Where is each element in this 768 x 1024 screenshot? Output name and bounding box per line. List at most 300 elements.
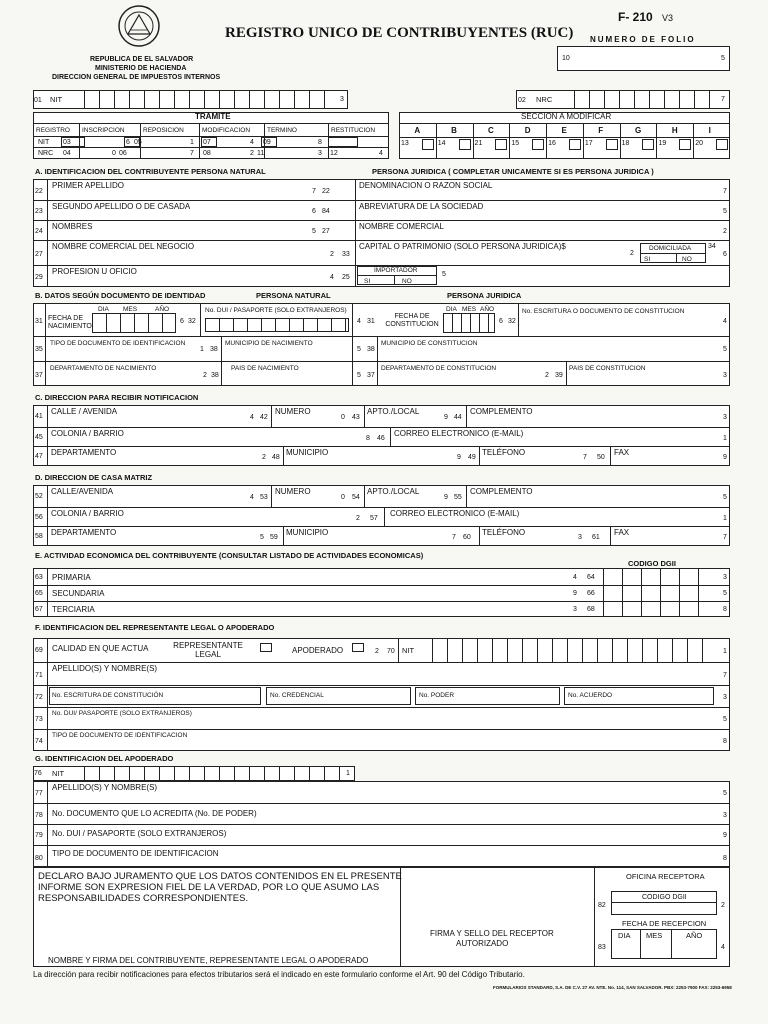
municipio-label: MUNICIPIO — [286, 448, 329, 457]
tramite-checkbox[interactable] — [201, 137, 217, 147]
org-republica: REPUBLICA DE EL SALVADOR — [90, 56, 194, 63]
firma-receptor-label: FIRMA Y SELLO DEL RECEPTOR — [430, 929, 554, 938]
nrc-code: 11 — [257, 150, 265, 157]
nit-label: NIT — [50, 95, 63, 104]
nit-code: NIT — [38, 139, 50, 146]
representante-checkbox[interactable] — [260, 643, 272, 652]
tramite-checkbox[interactable] — [328, 137, 358, 147]
numero-label: NUMERO — [275, 487, 311, 496]
field-code: 1 — [200, 346, 204, 353]
nit-code: 4 — [250, 139, 254, 146]
field-code: 55 — [454, 494, 462, 501]
acuerdo-label: No. ACUERDO — [568, 692, 613, 699]
importador-no-option[interactable]: NO — [402, 278, 412, 285]
column-divider — [47, 568, 48, 585]
field-code: 4 — [250, 414, 254, 421]
tipo-doc-label: TIPO DE DOCUMENTO DE IDENTIFICACION — [52, 732, 188, 739]
credencial-label: No. CREDENCIAL — [270, 692, 324, 699]
nit-code: 09 — [263, 139, 271, 146]
field-code: 38 — [367, 346, 375, 353]
field-code: 5 — [357, 346, 361, 353]
nrc-code: 2 — [250, 150, 254, 157]
row-code: 01 — [34, 97, 42, 104]
natural-field-24[interactable] — [47, 221, 315, 239]
tramite-col-1: INSCRIPCION — [82, 127, 125, 134]
field-code: 4 — [723, 318, 727, 325]
nrc-code: 4 — [379, 150, 383, 157]
pais-nacimiento-label: PAIS DE NACIMIENTO — [231, 365, 299, 372]
dia-label: DIA — [446, 306, 457, 313]
field-code: 2 — [375, 648, 379, 655]
row-code: 74 — [35, 738, 43, 745]
field-code: 1 — [346, 770, 350, 777]
declaration-line-1: DECLARO BAJO JURAMENTO QUE LOS DATOS CONTENIDOS EN EL PRESENTE — [38, 871, 402, 882]
column-divider — [546, 123, 547, 159]
field-code: 3 — [723, 372, 727, 379]
codigo-dgii-label: CODIGO DGII — [628, 559, 676, 568]
field-code: 2 — [330, 250, 334, 258]
numero-label: NUMERO — [275, 407, 311, 416]
field-code: 9 — [573, 590, 577, 597]
departamento-constitucion-label: DEPARTAMENTO DE CONSTITUCION — [381, 365, 497, 372]
juridica-field-23[interactable] — [357, 201, 717, 219]
row-code: 80 — [35, 855, 43, 862]
seccion-code: 20 — [695, 140, 704, 147]
fecha-constitucion-label: FECHA DE CONSTITUCION — [385, 313, 439, 328]
field-code: 2 — [721, 902, 725, 909]
field-code: 42 — [260, 414, 268, 421]
complemento-label: COMPLEMENTO — [470, 407, 533, 416]
natural-field-23[interactable] — [47, 201, 315, 219]
field-code: 3 — [723, 573, 727, 581]
field-code: 37 — [367, 372, 375, 379]
nrc-code: 0 — [112, 150, 116, 157]
firma-receptor-label-2: AUTORIZADO — [456, 939, 509, 948]
field-code: 3 — [573, 606, 577, 613]
ano-label: AÑO — [686, 931, 703, 940]
seccion-col-f: F — [598, 126, 604, 135]
ano-label: AÑO — [155, 306, 170, 313]
calidad-label: CALIDAD EN QUE ACTUA — [52, 644, 149, 653]
juridica-label: NOMBRE COMERCIAL — [359, 222, 444, 231]
address-field-56[interactable] — [48, 508, 238, 525]
importador-si-option[interactable]: SI — [364, 278, 371, 285]
seccion-checkbox-i[interactable] — [716, 139, 728, 150]
field-code: 34 — [708, 243, 716, 250]
footer-note: La dirección para recibir notificaciones para efectos tributarios será el indicado en este formulario conforme el Art. 90 del Código Tributario. — [33, 970, 525, 979]
field-code: 3 — [578, 534, 582, 541]
form-code: F- 210 — [618, 10, 653, 24]
field-code: 5 — [312, 228, 316, 235]
telefono-label: TELÉFONO — [482, 528, 526, 537]
field-code: 5 — [723, 790, 727, 797]
field-code: 3 — [723, 812, 727, 819]
municipio-nacimiento-label: MUNICIPIO DE NACIMIENTO — [225, 340, 313, 347]
column-divider — [364, 405, 365, 427]
address-label: CALLE/AVENIDA — [51, 487, 114, 496]
row-code: 27 — [35, 250, 43, 258]
seccion-checkbox-b[interactable] — [459, 139, 471, 150]
column-divider — [656, 123, 657, 159]
field-code: 32 — [188, 318, 196, 325]
fax-label: FAX — [614, 448, 630, 457]
nrc-code: 04 — [63, 150, 71, 157]
tramite-col-5: RESTITUCION — [331, 127, 376, 134]
field-code: 5 — [357, 372, 361, 379]
tramite-checkbox[interactable] — [261, 137, 277, 147]
complemento-label: COMPLEMENTO — [470, 487, 533, 496]
printer-info: FORMULARIOS STANDARD, S.A. DE C.V. 27 AV. NTE. No. 114, SAN SALVADOR. PBX: 2253-7900 FAX: 2253-6958 — [493, 985, 732, 990]
fecha-nacimiento-label: FECHA DE NACIMIENTO — [48, 315, 92, 330]
field-code: 38 — [211, 372, 219, 379]
column-divider — [583, 123, 584, 159]
section-f-title: F. IDENTIFICACION DEL REPRESENTANTE LEGAL O APODERADO — [35, 623, 275, 632]
declaration-line-3: RESPONSABILIDADES CORRESPONDIENTES. — [38, 893, 249, 904]
nrc-code: 08 — [203, 150, 211, 157]
seccion-checkbox-d[interactable] — [532, 139, 544, 150]
section-a-juridica-title: PERSONA JURIDICA ( COMPLETAR UNICAMENTE SI ES PERSONA JURIDICA ) — [372, 167, 654, 176]
field-code: 8 — [366, 434, 370, 442]
row-code: 35 — [35, 346, 43, 353]
field-code: 70 — [387, 648, 395, 655]
field-code: 7 — [583, 454, 587, 461]
row-code: 29 — [35, 274, 43, 281]
tramite-col-2: REPOSICION — [143, 127, 184, 134]
field-code: 9 — [723, 832, 727, 839]
column-divider — [283, 526, 284, 546]
field-code: 33 — [342, 250, 350, 258]
nit-code: 05 — [134, 139, 142, 146]
field-code: 2 — [630, 250, 634, 257]
seccion-code: 15 — [511, 140, 520, 147]
field-label: NOMBRES — [52, 222, 93, 231]
mes-label: MES — [646, 931, 663, 940]
juridica-label: ABREVIATURA DE LA SOCIEDAD — [359, 202, 484, 211]
org-direccion: DIRECCION GENERAL DE IMPUESTOS INTERNOS — [52, 74, 221, 81]
actividad-label: PRIMARIA — [52, 572, 91, 582]
field-code: 3 — [723, 414, 727, 421]
apto-label: APTO./LOCAL — [367, 487, 420, 496]
nit-code: 6 — [126, 139, 130, 146]
column-divider — [283, 446, 284, 466]
municipio-constitucion-label: MUNICIPIO DE CONSTITUCION — [381, 340, 478, 347]
address-field-52[interactable] — [48, 486, 238, 506]
apto-label: APTO./LOCAL — [367, 407, 420, 416]
address-field-45[interactable] — [48, 428, 238, 445]
row-code: 37 — [35, 372, 43, 379]
field-code: 60 — [463, 534, 471, 541]
folio-code-right: 5 — [721, 55, 725, 62]
representante-label: REPRESENTANTE LEGAL — [173, 641, 243, 659]
seccion-col-g: G — [635, 126, 642, 135]
field-code: 27 — [322, 228, 330, 235]
column-divider — [47, 585, 48, 601]
field-code: 7 — [452, 534, 456, 541]
field-code: 6 — [180, 318, 184, 325]
escritura-label: No. ESCRITURA O DOCUMENTO DE CONSTITUCION — [522, 308, 685, 315]
field-code: 4 — [250, 494, 254, 501]
tramite-col-3: MODIFICACION — [202, 127, 251, 134]
juridica-field-22[interactable] — [357, 180, 717, 199]
field-code: 0 — [341, 494, 345, 501]
field-code: 7 — [723, 672, 727, 679]
field-code: 8 — [723, 606, 727, 613]
row-code: 78 — [35, 812, 43, 819]
pais-constitucion-label: PAIS DE CONSTITUCION — [569, 365, 646, 372]
field-code: 7 — [723, 534, 727, 541]
field-code: 8 — [723, 855, 727, 862]
natural-field-27[interactable] — [47, 241, 315, 264]
field-code: 4 — [330, 274, 334, 281]
field-code: 5 — [723, 590, 727, 597]
row-code: 22 — [35, 187, 43, 195]
telefono-label: TELÉFONO — [482, 448, 526, 457]
field-code: 83 — [598, 944, 606, 951]
fecha-constitucion-field[interactable] — [443, 313, 495, 333]
fecha-recepcion-label: FECHA DE RECEPCION — [622, 919, 707, 928]
field-code: 9 — [457, 454, 461, 461]
fax-label: FAX — [614, 528, 630, 537]
seccion-col-c: C — [487, 126, 494, 135]
address-label: CALLE / AVENIDA — [51, 407, 118, 416]
nrc-code: NRC — [38, 150, 54, 157]
row-code: 69 — [35, 647, 43, 654]
column-divider — [479, 526, 480, 546]
nrc-code: 3 — [318, 150, 322, 157]
row-code: 47 — [35, 453, 43, 460]
field-code: 84 — [322, 208, 330, 215]
dui-field[interactable] — [205, 318, 349, 332]
tramite-checkbox[interactable] — [124, 137, 140, 147]
field-code: 1 — [723, 648, 727, 655]
column-divider — [509, 123, 510, 159]
column-divider — [466, 485, 467, 507]
si-option[interactable]: SI — [644, 256, 651, 263]
codigo-dgii-label: CODIGO DGII — [642, 894, 687, 901]
field-code: 0 — [341, 414, 345, 421]
field-code: 38 — [210, 346, 218, 353]
apoderado-nit-grid — [70, 766, 340, 781]
actividad-field-63[interactable] — [100, 569, 560, 584]
section-c-title: C. DIRECCION PARA RECIBIR NOTIFICACION — [35, 393, 199, 402]
firma-contribuyente-label: NOMBRE Y FIRMA DEL CONTRIBUYENTE, REPRESENTANTE LEGAL O APODERADO — [48, 956, 369, 965]
nrc-code: 7 — [190, 150, 194, 157]
representante-nit-grid[interactable] — [418, 638, 710, 662]
column-divider — [390, 427, 391, 446]
field-code: 6 — [312, 208, 316, 215]
field-code: 22 — [322, 187, 330, 195]
column-divider — [473, 123, 474, 159]
address-label: DEPARTAMENTO — [51, 528, 117, 537]
tramite-col-4: TERMINO — [267, 127, 297, 134]
address-label: COLONIA / BARRIO — [51, 509, 124, 518]
government-seal-icon — [116, 4, 162, 48]
row-code: 73 — [35, 716, 43, 723]
tramite-checkbox[interactable] — [61, 137, 85, 147]
nrc-digit-grid — [560, 90, 710, 109]
juridica-label: DENOMINACION O RAZON SOCIAL — [359, 181, 493, 190]
row-code: 24 — [35, 228, 43, 235]
field-code: 57 — [370, 514, 378, 522]
dui-label: No. DUI / PASAPORTE (SOLO EXTRANJEROS) — [205, 307, 347, 314]
field-label: PROFESION U OFICIO — [52, 267, 137, 276]
column-divider — [394, 275, 395, 285]
email-label: CORREO ELECTRONICO (E-MAIL) — [394, 429, 524, 438]
seccion-col-a: A — [414, 126, 421, 135]
column-divider — [610, 526, 611, 546]
nit-digit-grid — [70, 90, 335, 109]
section-g-title: G. IDENTIFICACION DEL APODERADO — [35, 754, 174, 763]
oficina-receptora-label: OFICINA RECEPTORA — [626, 872, 705, 881]
row-code: 67 — [35, 606, 43, 613]
seccion-col-d: D — [524, 126, 531, 135]
seccion-checkbox-a[interactable] — [422, 139, 434, 150]
seccion-checkbox-f[interactable] — [606, 139, 618, 150]
field-code: 6 — [499, 318, 503, 325]
row-code: 45 — [35, 433, 43, 441]
row-code: 77 — [35, 790, 43, 797]
seccion-code: 13 — [401, 140, 409, 147]
seccion-code: 17 — [584, 140, 593, 147]
actividad-field-65[interactable] — [100, 586, 560, 600]
field-code: 68 — [587, 606, 595, 613]
column-divider — [676, 253, 677, 263]
row-code: 41 — [35, 413, 43, 420]
column-divider — [364, 485, 365, 507]
dia-label: DIA — [98, 306, 109, 313]
declaration-line-2: INFORME SON EXPRESION FIEL DE LA VERDAD, POR LO QUE ASUMO LAS — [38, 882, 380, 893]
tipo-doc-label: TIPO DE DOCUMENTO DE IDENTIFICACION — [50, 340, 186, 347]
field-code: 5 — [723, 346, 727, 353]
nrc-end-code: 7 — [721, 96, 725, 103]
nrc-code: 12 — [330, 150, 338, 157]
documento-label: No. DOCUMENTO QUE LO ACREDITA (No. DE PODER) — [52, 809, 257, 818]
field-code: 5 — [723, 494, 727, 501]
section-b-title: B. DATOS SEGÚN DOCUMENTO DE IDENTIDAD — [35, 291, 206, 300]
field-code: 25 — [342, 274, 350, 281]
actividad-field-67[interactable] — [100, 602, 560, 616]
juridica-label: CAPITAL O PATRIMONIO (SOLO PERSONA JURIDICA)$ — [359, 242, 566, 251]
field-code: 7 — [312, 187, 316, 195]
field-code: 2 — [203, 372, 207, 379]
field-code: 50 — [597, 454, 605, 461]
row-code: 58 — [35, 533, 43, 540]
field-code: 7 — [723, 187, 727, 195]
row-code: 63 — [35, 573, 43, 581]
nit-code: 03 — [63, 139, 71, 146]
importador-label: IMPORTADOR — [374, 267, 418, 274]
natural-field-22[interactable] — [47, 180, 315, 199]
section-e-title: E. ACTIVIDAD ECONOMICA DEL CONTRIBUYENTE (CONSULTAR LISTADO DE ACTIVIDADES ECONOMICAS) — [35, 551, 424, 560]
seccion-checkbox-h[interactable] — [679, 139, 691, 150]
field-code: 2 — [545, 372, 549, 379]
org-ministerio: MINISTERIO DE HACIENDA — [95, 65, 187, 72]
codigo-dgii-grid[interactable] — [603, 568, 715, 585]
seccion-code: 19 — [658, 140, 667, 147]
field-code: 4 — [573, 573, 577, 581]
nit-code: 1 — [190, 139, 194, 146]
address-field-58[interactable] — [48, 527, 238, 545]
field-code: 5 — [442, 271, 446, 278]
row-code: 02 — [518, 97, 526, 104]
address-field-47[interactable] — [48, 447, 238, 465]
nit-code: 07 — [203, 139, 211, 146]
address-field-41[interactable] — [48, 406, 238, 426]
seccion-code: 18 — [621, 140, 630, 147]
apellidos-label: APELLIDO(S) Y NOMBRE(S) — [52, 664, 158, 673]
field-code: 53 — [260, 494, 268, 501]
folio-field[interactable] — [557, 46, 730, 71]
field-code: 9 — [723, 454, 727, 461]
mes-label: MES — [462, 306, 477, 313]
mes-label: MES — [123, 306, 138, 313]
juridica-field-24[interactable] — [357, 221, 717, 239]
codigo-dgii-grid[interactable] — [603, 585, 715, 601]
field-code: 39 — [555, 372, 563, 379]
seccion-col-e: E — [561, 126, 567, 135]
field-code: 32 — [508, 318, 516, 325]
fecha-nacimiento-field[interactable] — [92, 313, 176, 333]
field-code: 4 — [721, 944, 725, 951]
field-code: 48 — [272, 454, 280, 461]
column-divider — [199, 123, 200, 159]
row-code: 72 — [35, 694, 43, 701]
row-code: 71 — [35, 672, 43, 679]
seccion-checkbox-g[interactable] — [642, 139, 654, 150]
field-code: 66 — [587, 590, 595, 597]
field-code: 5 — [260, 534, 264, 541]
field-code: 44 — [454, 414, 462, 421]
apellidos-label: APELLIDO(S) Y NOMBRE(S) — [52, 783, 158, 792]
field-code: 5 — [723, 716, 727, 723]
seccion-code: 16 — [548, 140, 556, 147]
codigo-dgii-grid[interactable] — [603, 601, 715, 617]
column-divider — [610, 446, 611, 466]
natural-field-29[interactable] — [47, 266, 315, 286]
nit-label: NIT — [52, 769, 65, 778]
row-divider — [640, 253, 706, 254]
tramite-col-0: REGISTRO — [36, 127, 70, 134]
field-code: 1 — [723, 434, 727, 442]
section-b-natural: PERSONA NATURAL — [256, 291, 331, 300]
no-option[interactable]: NO — [682, 256, 692, 263]
field-code: 49 — [468, 454, 476, 461]
tramite-header: TRAMITE — [195, 112, 231, 121]
apoderado-checkbox[interactable] — [352, 643, 364, 652]
row-code: 52 — [35, 493, 43, 500]
section-b-juridica: PERSONA JURIDICA — [447, 291, 522, 300]
section-d-title: D. DIRECCION DE CASA MATRIZ — [35, 473, 153, 482]
nit-end-code: 3 — [340, 96, 344, 103]
row-divider — [357, 275, 437, 276]
row-code: 31 — [35, 318, 43, 325]
seccion-checkbox-e[interactable] — [569, 139, 581, 150]
column-divider — [466, 405, 467, 427]
folio-label: NUMERO DE FOLIO — [590, 35, 696, 44]
column-divider — [271, 405, 272, 427]
field-code: 59 — [270, 534, 278, 541]
field-code: 8 — [723, 738, 727, 745]
field-code: 43 — [352, 414, 360, 421]
column-divider — [384, 507, 385, 526]
row-code: 79 — [35, 832, 43, 839]
field-code: 3 — [723, 694, 727, 701]
actividad-label: TERCIARIA — [52, 605, 95, 614]
field-code: 2 — [262, 454, 266, 461]
column-divider — [271, 485, 272, 507]
seccion-checkbox-c[interactable] — [495, 139, 507, 150]
municipio-label: MUNICIPIO — [286, 528, 329, 537]
